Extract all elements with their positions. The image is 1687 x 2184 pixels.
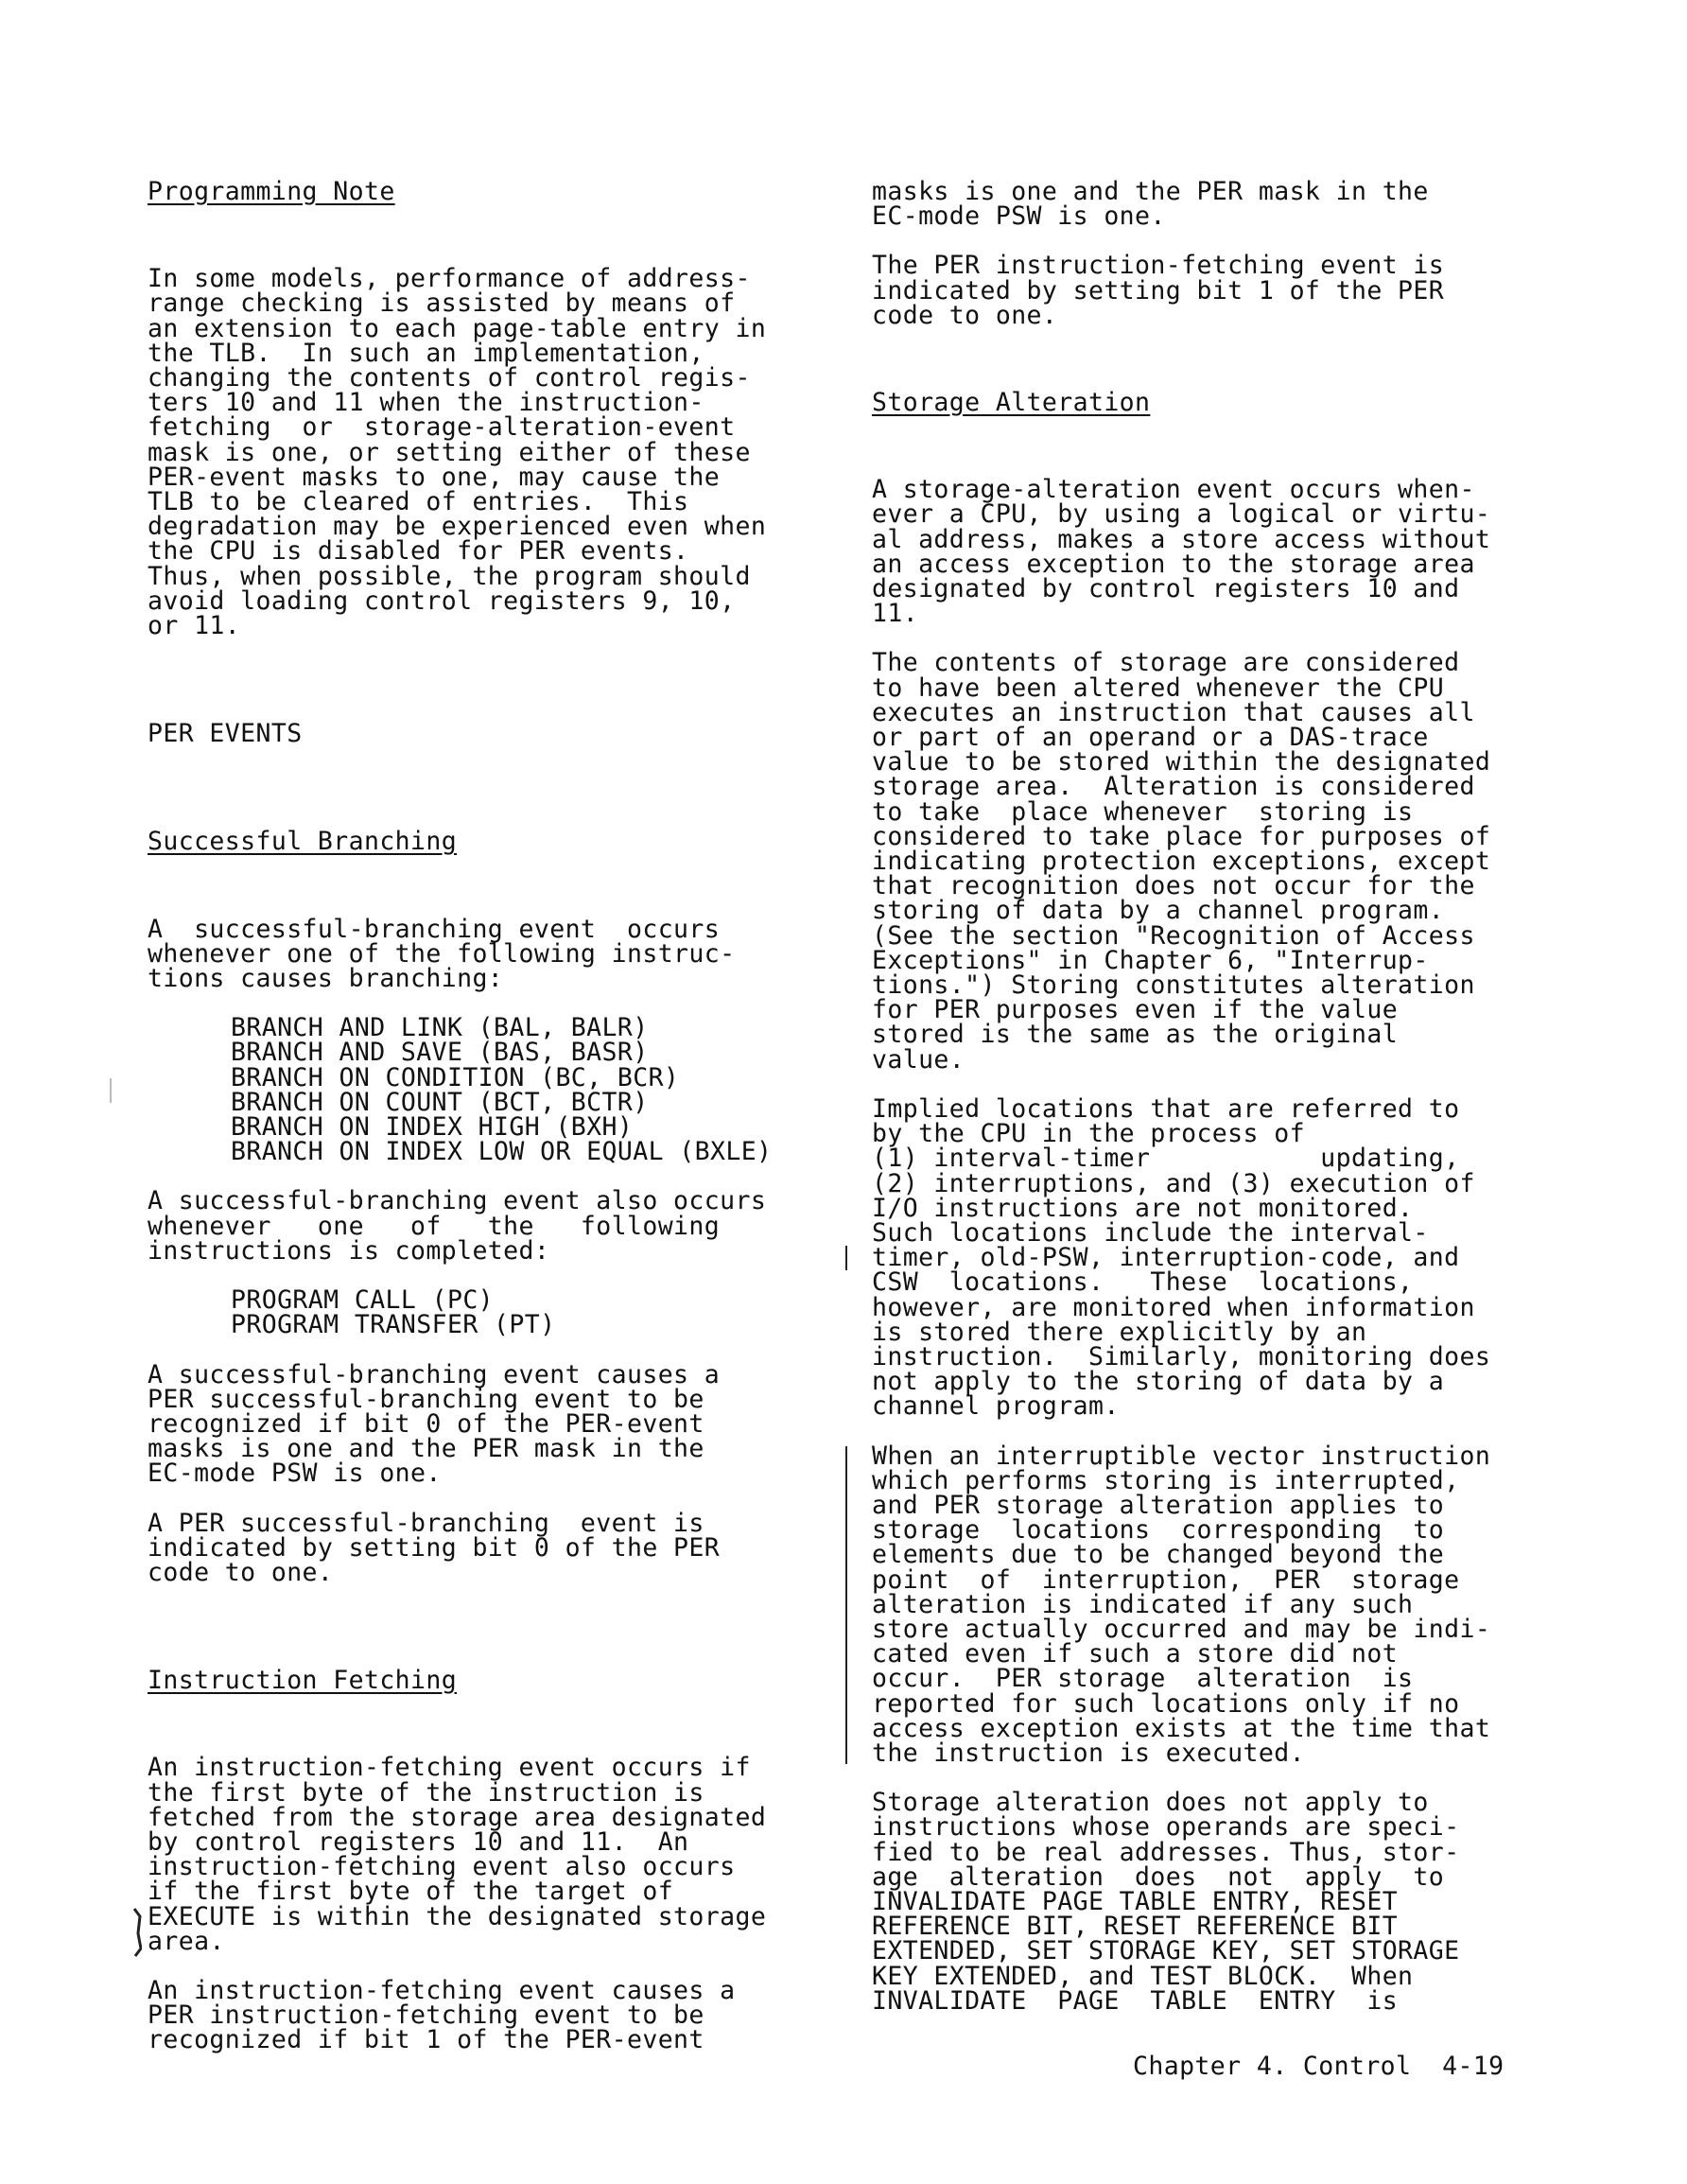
right-column [872,177,1534,2016]
margin-tick [110,1078,112,1103]
programming-note-paragraph: In some models, performance of address- range checking is assisted by means of an extension to each page-table entry in the TLB. In such an implementation, changing the contents of control regis- ters 10 and 11 when the instruction- fetching or storage-alteration-event mask is one, or setting either of these PER-event masks to one, may cause the TLB to be cleared of entries. This degradation may be experienced even when the CPU is disabled for PER events. Thus, when possible, the program should avoid loading control registers 9, 10, or 11. [148,264,767,641]
instruction-fetching-heading: Instruction Fetching [148,1666,458,1696]
instruction-fetching-causes: An instruction-fetching event causes a PER instruction-fetching event to be recognized if bit 1 of the PER-event [148,1975,736,2055]
implied-locations-revised-line: timer, old-PSW, interruption-code, and [872,1246,1534,1270]
instruction-fetching-causes-continued: masks is one and the PER mask in the EC-mode PSW is one. [872,177,1429,232]
storage-alteration-contents: The contents of storage are considered to have been altered whenever the CPU executes an instruction that causes all or part of an operand or a DAS-trace value to be stored within the designated storage area. Alteration is considered to take place whenever storing is considered to take place for purposes of indicating protection exceptions, except that recognition does not occur for the storing of data by a channel program. (See the section "Recognition of Access Exceptions" in Chapter 6, "Interrup- tions.") Storing constitutes alteration for PER purposes even if the value stored is the same as the original value. [872,648,1491,1075]
per-events-heading: PER EVENTS [148,719,303,749]
successful-branching-heading: Successful Branching [148,827,458,857]
successful-branching-causes: A successful-branching event causes a PER successful-branching event to be recognized if bit 0 of the PER-event masks is one and the PER mask in the EC-mode PSW is one. [148,1359,721,1489]
implied-locations-part-b: CSW locations. These locations, however, are monitored when information is stored there explicitly by an instruction. Similarly, monitoring does not apply to the storing of data by a channel program. [872,1267,1491,1422]
storage-alteration-occurs: A storage-alteration event occurs when- ever a CPU, by using a logical or virtu- al address, makes a store access without an access exception to the storage area designated by control registers 10 and 11. [872,475,1491,629]
programming-note-heading: Programming Note [148,177,395,206]
successful-branching-indicated: A PER successful-branching event is indicated by setting bit 0 of the PER code to one. [148,1508,721,1587]
margin-mark-icon [132,1907,142,1958]
program-instruction-list: PROGRAM CALL (PC) PROGRAM TRANSFER (PT) [231,1285,556,1340]
left-column [148,177,809,2055]
real-address-paragraph: Storage alteration does not apply to instructions whose operands are speci- fied to be real addresses. Thus, stor- age alteration does not apply to INVALIDATE PAGE TABLE ENTRY, RESET REFERENCE BIT, RESET REFERENCE BIT EXTENDED, SET STORAGE KEY, SET STORAGE KEY EXTENDED, and TEST BLOCK. When INVALIDATE PAGE TABLE ENTRY is [872,1788,1460,2016]
instruction-fetching-indicated: The PER instruction-fetching event is indicated by setting bit 1 of the PER code to one. [872,251,1445,330]
branch-instruction-list: BRANCH AND LINK (BAL, BALR) BRANCH AND SAVE (BAS, BASR) BRANCH ON CONDITION (BC, BCR) BRANCH ON COUNT (BCT, BCTR) BRANCH ON INDEX HIGH (BXH) BRANCH ON INDEX LOW OR EQUAL (BXLE) [231,1013,773,1167]
implied-locations-part-a: Implied locations that are referred to by the CPU in the process of (1) interval-timer updating, (2) interruptions, and (3) execution of I/O instructions are not monitored. Such locations include the interval- [872,1093,1475,1248]
storage-alteration-implied [872,1093,1534,1422]
instruction-fetching-occurs: An instruction-fetching event occurs if the first byte of the instruction is fetched from the storage area designated by control registers 10 and 11. An instruction-fetching event also occurs if the first byte of the target of EXECUTE is within the designated storage area. [148,1753,767,1956]
successful-branching-intro: A successful-branching event occurs whenever one of the following instruc- tions causes branching: [148,914,736,994]
page-footer: Chapter 4. Control 4-19 [1133,2052,1504,2081]
vector-instruction-paragraph: When an interruptible vector instruction which performs storing is interrupted, and PER storage alteration applies to storage locations corresponding to elements due to be changed beyond the point of interruption, PER storage alteration is indicated if any such store actually occurred and may be indi- cated even if such a store did not occur. PER storage alteration is reported for such locations only if no access exception exists at the time that the instruction is executed. [872,1444,1534,1767]
successful-branching-also: A successful-branching event also occurs whenever one of the following instructions is completed: [148,1186,767,1266]
storage-alteration-heading: Storage Alteration [872,388,1151,418]
